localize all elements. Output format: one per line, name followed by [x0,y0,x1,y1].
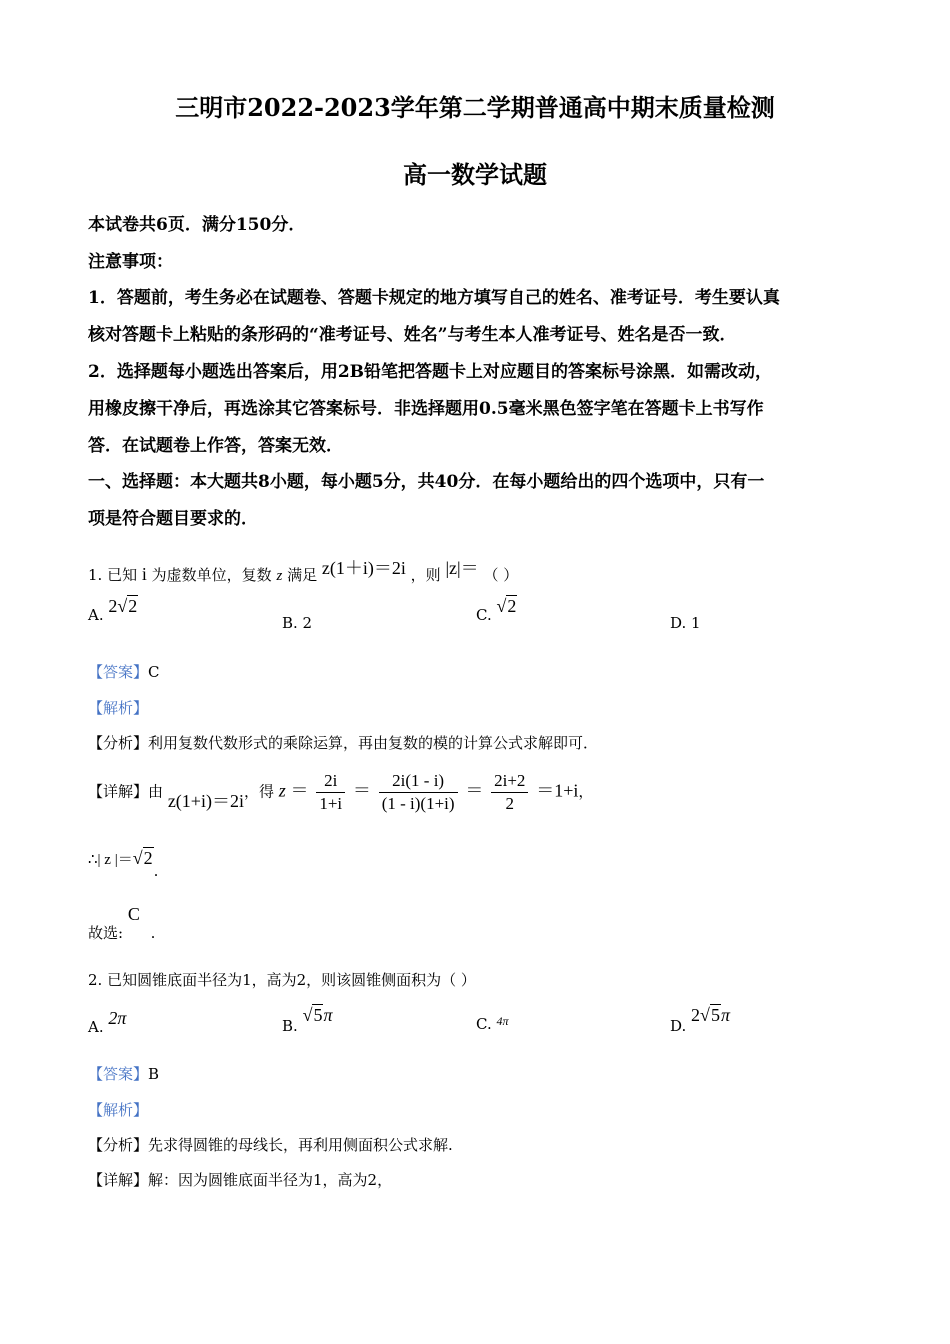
section1-line2: 项是符合题目要求的． [88,509,258,529]
q2-option-c-value: 4π [496,1014,509,1028]
q1-option-c [476,596,517,625]
equals-sign: ＝ [352,780,371,801]
answer-value: B [148,1065,160,1083]
denominator: 2 [505,794,515,813]
q2-option-b-value [303,1005,333,1025]
exam-subtitle: 高一数学试题 [403,160,547,189]
q1-i-symbol: i [141,564,147,584]
q1-stem-part: ，则 [410,566,441,584]
therefore-expr: ∴| z |＝ [88,852,133,868]
q2-option-b [282,1005,333,1035]
radicand: 5 [313,1005,323,1025]
q2-option-c [476,1015,509,1033]
sqrt-symbol: √5 [700,1005,720,1025]
q2-fenxi [88,1134,453,1155]
detail-equation: z(1+i)＝2i [167,790,244,811]
q1-fenxi [88,732,598,753]
q2-option-a [88,1008,127,1036]
sqrt-symbol: √2 [496,596,517,616]
q2-option-a-value: 2π [108,1008,127,1028]
sqrt-symbol: √5 [302,1005,323,1025]
comma: ， [578,782,594,801]
q2-answer [88,1063,159,1084]
intro-pages: 本试卷共6页．满分150分． [88,215,306,235]
q1-stem-part: 1. 已知 [88,566,138,584]
detail-z: z [278,780,286,801]
option-label: C. [476,606,492,624]
sqrt-symbol: √2 [132,848,153,868]
q1-condition: z(1＋i)＝2i [321,558,406,578]
denominator: 1+i [319,794,343,813]
answer-tag: 【答案】 [88,663,149,681]
q1-detail [88,770,593,815]
numerator: 2i [316,770,345,793]
q2-stem: 2. 已知圆锥底面半径为1，高为2，则该圆锥侧面积为（ ） [88,971,476,989]
answer-tag: 【答案】 [88,1065,149,1083]
note2-line1: 2．选择题每小题选出答案后，用2B铅笔把答题卡上对应题目的答案标号涂黑．如需改动， [88,362,773,382]
note1-line2: 核对答题卡上粘贴的条形码的“准考证号、姓名”与考生本人准考证号、姓名是否一致． [88,325,737,345]
intro-notice: 注意事项： [88,252,173,272]
pi-symbol: π [720,1005,730,1025]
note2-line3: 答．在试题卷上作答，答案无效． [88,436,343,456]
q2-option-d-value [691,1005,730,1025]
fenxi-tag: 【分析】 [88,1136,149,1154]
option-label: B. [282,1017,298,1035]
choose-answer: C [127,904,140,924]
exam-title: 三明市2022-2023学年第二学期普通高中期末质量检测 [175,93,775,122]
coef: 2 [691,1005,701,1025]
fenxi-tag: 【分析】 [88,734,149,752]
detail-tag: 【详解】 [88,782,149,801]
radicand: 2 [128,596,138,616]
option-label: A. [88,606,104,624]
q2-analysis-tag: 【解析】 [88,1101,149,1119]
radicand: 2 [507,596,517,616]
q1-paren: （ ） [483,566,519,584]
numerator: 2i(1 - i) [379,770,458,793]
q1-option-a [88,596,138,625]
period: . [153,862,159,880]
q1-stem-part: 为虚数单位，复数 [151,566,272,584]
q1-option-c-value [497,596,518,616]
q2-option-d [670,1005,730,1035]
q1-option-b: B. 2 [282,614,313,632]
numerator: 2i+2 [491,770,528,793]
sqrt-symbol: √2 [117,596,138,616]
q1-z-symbol: z [276,568,283,584]
detail-text: 解：因为圆锥底面半径为1，高为2， [148,1171,393,1189]
answer-value: C [148,663,160,681]
q1-option-d: D. 1 [670,614,701,632]
equals-sign: ＝ [290,780,309,801]
note1-line1: 1．答题前，考生务必在试题卷、答题卡规定的地方填写自己的姓名、准考证号．考生要认真 [88,288,780,308]
fenxi-text: 先求得圆锥的母线长，再利用侧面积公式求解. [148,1136,453,1154]
option-label: C. [476,1015,492,1033]
q1-therefore [88,848,159,880]
q1-option-a-value [108,596,138,616]
fraction-2 [379,770,458,815]
detail-tag: 【详解】 [88,1171,149,1189]
pi-symbol: π [323,1005,333,1025]
fraction-3 [491,770,528,815]
fenxi-text: 利用复数代数形式的乘除运算，再由复数的模的计算公式求解即可． [148,734,599,752]
detail-result: ＝1+i [536,780,579,801]
choose-end: . [150,924,156,942]
q1-choose [88,904,156,942]
fraction-1 [316,770,345,815]
q1-stem-part: 满足 [287,566,318,584]
section1-line1: 一、选择题：本大题共8小题，每小题5分，共40分．在每小题给出的四个选项中，只有一 [88,472,765,492]
q1-answer [88,661,160,682]
detail-text: 由 [148,782,164,801]
q2-detail [88,1169,392,1190]
coef: 2 [108,596,118,616]
radicand: 2 [143,848,153,868]
equals-sign: ＝ [465,780,484,801]
q1-analysis-tag: 【解析】 [88,699,149,717]
denominator: (1 - i)(1+i) [381,794,455,813]
choose-text: 故选: [88,924,124,942]
q1-abs-z: |z|＝ [445,558,479,578]
radicand: 5 [710,1005,720,1025]
q1-stem [88,560,518,586]
note2-line2: 用橡皮擦干净后，再选涂其它答案标号．非选择题用0.5毫米黑色签字笔在答题卡上书写作 [88,399,764,419]
detail-text: ，得 [243,782,274,801]
option-label: A. [88,1018,104,1036]
option-label: D. [670,1017,687,1035]
